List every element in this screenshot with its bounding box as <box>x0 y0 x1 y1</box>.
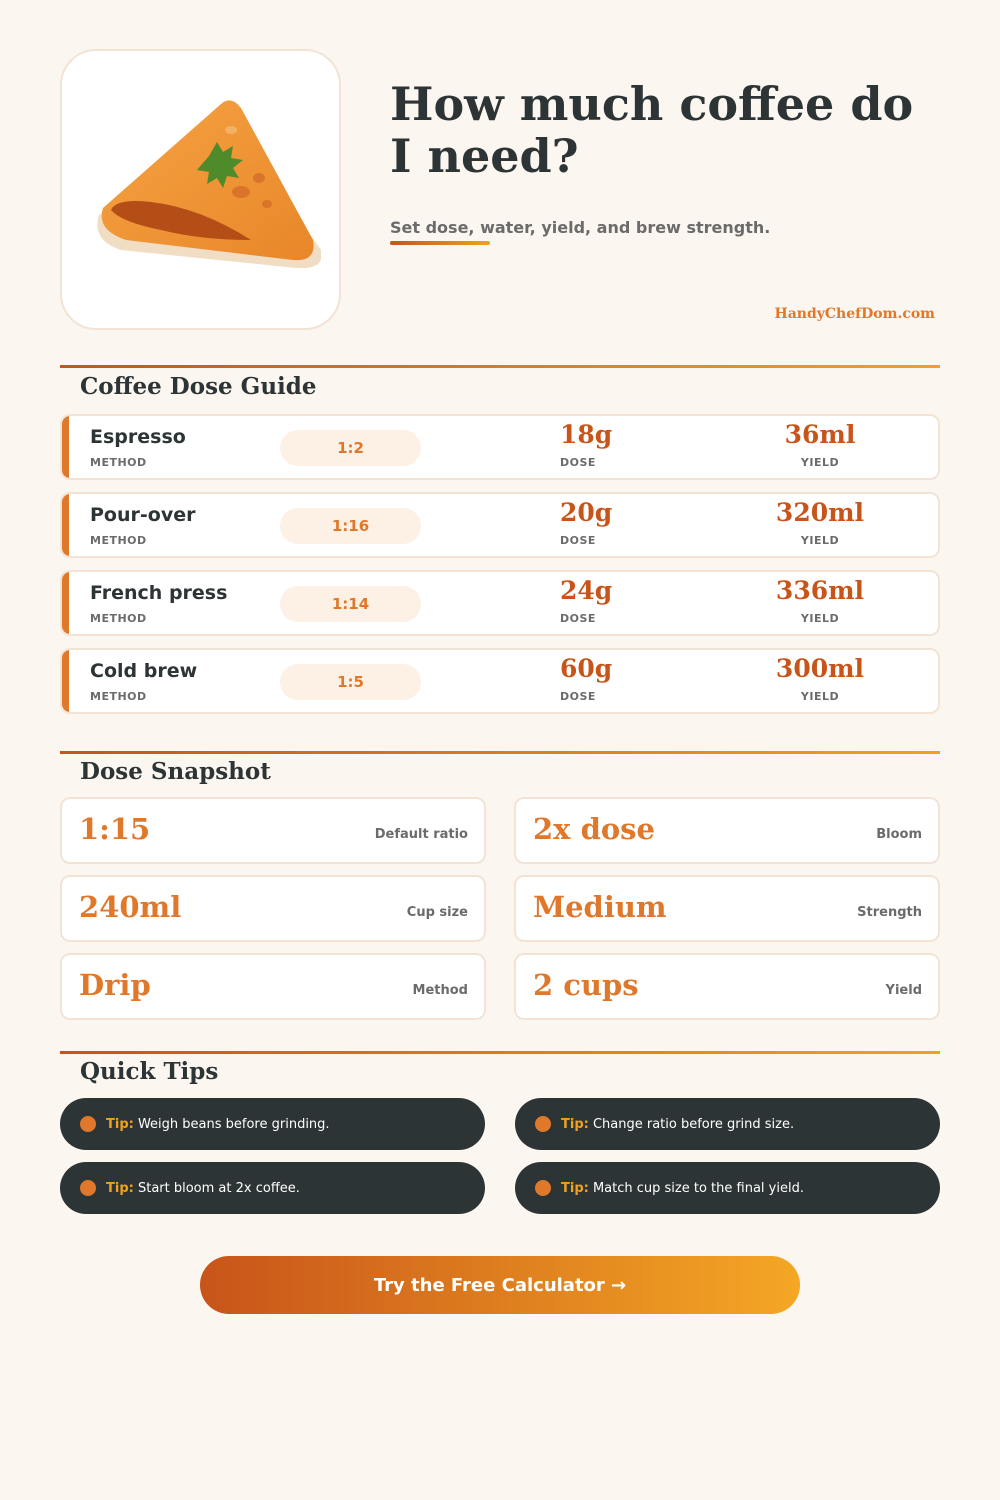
tip-text <box>561 1117 794 1132</box>
tip-item <box>515 1162 940 1214</box>
ratio-badge: 1:5 <box>280 664 421 700</box>
dose-guide-title: Coffee Dose Guide <box>80 373 317 400</box>
yield-label: YIELD <box>800 456 840 469</box>
bullet-dot-icon <box>80 1116 96 1132</box>
tip-label: Tip: <box>106 1116 134 1132</box>
snapshot-card <box>514 797 940 864</box>
tip-item <box>60 1162 485 1214</box>
tip-body: Match cup size to the final yield. <box>592 1180 804 1196</box>
method-label: METHOD <box>90 456 147 469</box>
yield-value: 320ml <box>775 498 865 527</box>
method-label: METHOD <box>90 612 147 625</box>
snapshot-value: 2x dose <box>533 812 655 846</box>
brand-link[interactable]: HandyChefDom.com <box>774 306 935 322</box>
hero-image <box>60 49 341 330</box>
dose-label: DOSE <box>560 612 596 625</box>
row-accent-bar <box>62 416 69 478</box>
bullet-dot-icon <box>80 1180 96 1196</box>
tip-body: Weigh beans before grinding. <box>137 1116 330 1132</box>
snapshot-card <box>60 797 486 864</box>
method-name: Cold brew <box>90 660 198 682</box>
subtitle-underline <box>390 241 490 245</box>
method-name: French press <box>90 582 228 604</box>
dose-row <box>60 648 940 714</box>
ratio-badge: 1:14 <box>280 586 421 622</box>
method-label: METHOD <box>90 534 147 547</box>
yield-label: YIELD <box>800 612 840 625</box>
row-accent-bar <box>62 572 69 634</box>
page-title: How much coffee do I need? <box>390 77 914 183</box>
dose-row <box>60 414 940 480</box>
snapshot-label: Yield <box>885 983 922 998</box>
section-divider <box>60 751 940 754</box>
dose-label: DOSE <box>560 534 596 547</box>
yield-label: YIELD <box>800 690 840 703</box>
snapshot-card <box>60 875 486 942</box>
snapshot-label: Bloom <box>876 827 922 842</box>
method-label: METHOD <box>90 690 147 703</box>
section-divider <box>60 365 940 368</box>
tip-label: Tip: <box>561 1116 589 1132</box>
page-subtitle: Set dose, water, yield, and brew strength. <box>390 218 771 237</box>
tip-label: Tip: <box>106 1180 134 1196</box>
dose-row <box>60 570 940 636</box>
row-accent-bar <box>62 494 69 556</box>
tips-title: Quick Tips <box>80 1058 219 1085</box>
tip-text <box>561 1181 804 1196</box>
bullet-dot-icon <box>535 1116 551 1132</box>
snapshot-label: Default ratio <box>374 827 468 842</box>
tip-label: Tip: <box>561 1180 589 1196</box>
dose-value: 60g <box>560 654 613 683</box>
snapshot-value: 1:15 <box>79 812 151 846</box>
dose-label: DOSE <box>560 456 596 469</box>
dose-value: 24g <box>560 576 613 605</box>
snapshot-card <box>514 953 940 1020</box>
bullet-dot-icon <box>535 1180 551 1196</box>
tip-item <box>515 1098 940 1150</box>
snapshot-value: 240ml <box>79 890 182 924</box>
snapshot-label: Method <box>412 983 468 998</box>
snapshot-value: Medium <box>533 890 667 924</box>
dose-row <box>60 492 940 558</box>
snapshot-value: Drip <box>79 968 151 1002</box>
row-accent-bar <box>62 650 69 712</box>
yield-label: YIELD <box>800 534 840 547</box>
method-name: Pour-over <box>90 504 196 526</box>
snapshot-label: Cup size <box>406 905 468 920</box>
snapshot-label: Strength <box>857 905 922 920</box>
yield-value: 336ml <box>775 576 865 605</box>
method-name: Espresso <box>90 426 186 448</box>
tip-body: Start bloom at 2x coffee. <box>137 1180 300 1196</box>
tip-text <box>106 1117 330 1132</box>
snapshot-value: 2 cups <box>533 968 639 1002</box>
yield-value: 300ml <box>775 654 865 683</box>
tip-item <box>60 1098 485 1150</box>
snapshot-title: Dose Snapshot <box>80 758 271 785</box>
crepe-illustration-icon <box>81 90 321 290</box>
tip-body: Change ratio before grind size. <box>592 1116 795 1132</box>
snapshot-card <box>60 953 486 1020</box>
dose-label: DOSE <box>560 690 596 703</box>
snapshot-card <box>514 875 940 942</box>
dose-value: 18g <box>560 420 613 449</box>
ratio-badge: 1:16 <box>280 508 421 544</box>
ratio-badge: 1:2 <box>280 430 421 466</box>
dose-value: 20g <box>560 498 613 527</box>
yield-value: 36ml <box>784 420 856 449</box>
tip-text <box>106 1181 300 1196</box>
section-divider <box>60 1051 940 1054</box>
calculator-cta-button[interactable]: Try the Free Calculator → <box>200 1256 800 1314</box>
